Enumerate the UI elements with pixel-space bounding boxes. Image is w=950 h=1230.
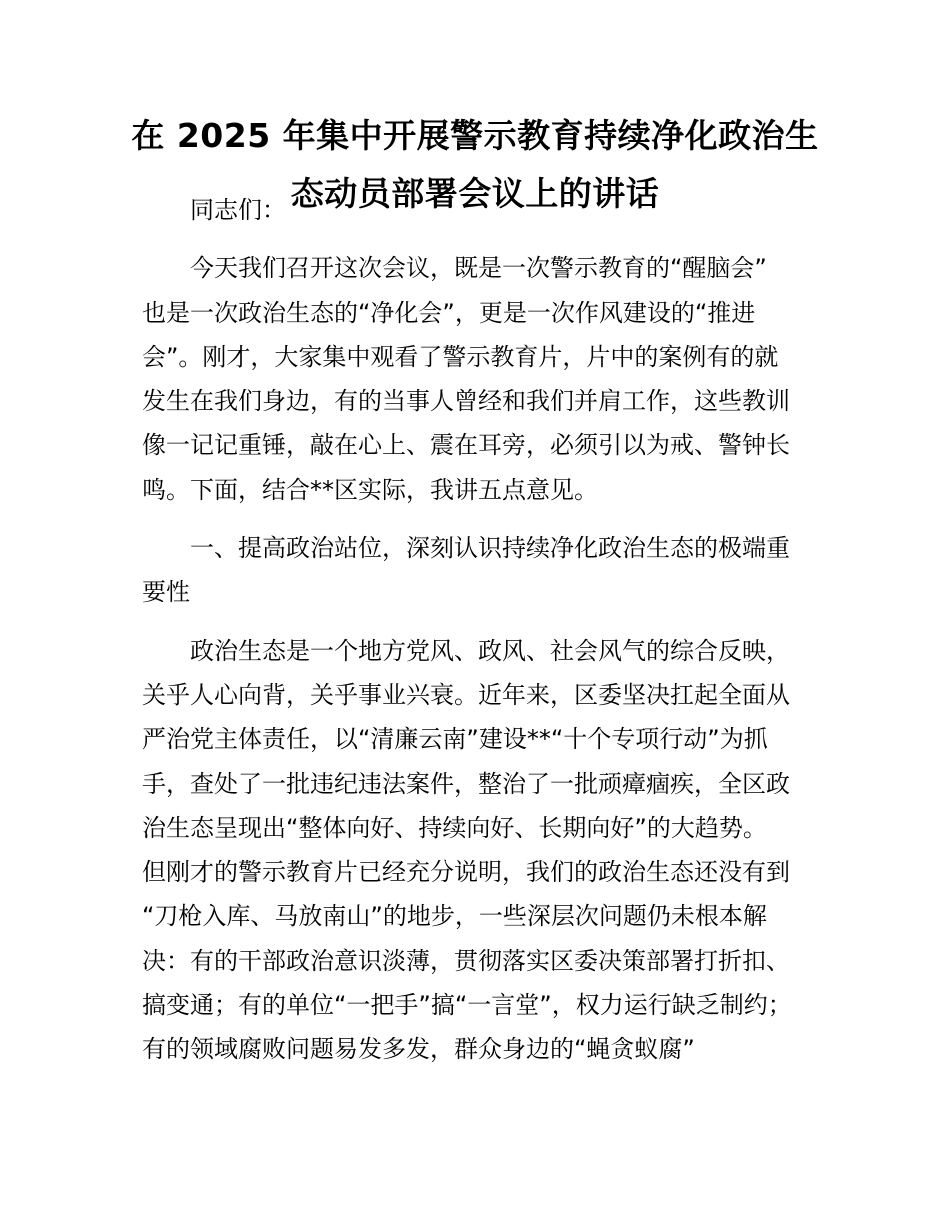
heading-line: 一、提高政治站位，深刻认识持续净化政治生态的极端重 <box>190 534 790 563</box>
salutation <box>142 188 822 232</box>
paragraph-line: 有的领域腐败问题易发多发，群众身边的“蝇贪蚁腐” <box>142 1035 695 1064</box>
paragraph-line: 治生态呈现出“整体向好、持续向好、长期向好”的大趋势。 <box>142 813 767 842</box>
title-line: 在 2025 年集中开展警示教育持续净化政治生 <box>131 116 819 155</box>
heading-line: 要性 <box>142 578 190 607</box>
paragraph-line: 会”。刚才，大家集中观看了警示教育片，片中的案例有的就 <box>142 342 779 371</box>
title-line: 态动员部署会议上的讲话 <box>290 174 660 213</box>
paragraph-line: 发生在我们身边，有的当事人曾经和我们并肩工作，这些教训 <box>142 387 790 416</box>
document-body <box>142 188 822 1072</box>
paragraph-line: 但刚才的警示教育片已经充分说明，我们的政治生态还没有到 <box>142 858 790 887</box>
paragraph-line: 关乎人心向背，关乎事业兴衰。近年来，区委坚决扛起全面从 <box>142 680 790 709</box>
paragraph-line: 搞变通；有的单位“一把手”搞“一言堂”，权力运行缺乏制约； <box>142 991 792 1020</box>
section-heading-1 <box>142 526 822 615</box>
paragraph-line: 政治生态是一个地方党风、政风、社会风气的综合反映， <box>190 636 790 665</box>
paragraph-line: 手，查处了一批违纪违法案件，整治了一批顽瘴痼疾，全区政 <box>142 769 790 798</box>
paragraph-line: 严治党主体责任，以“清廉云南”建设**“十个专项行动”为抓 <box>142 725 768 754</box>
paragraph-line: “刀枪入库、马放南山”的地步，一些深层次问题仍未根本解 <box>142 902 767 931</box>
paragraph-opening <box>142 246 822 512</box>
paragraph-line: 今天我们召开这次会议，既是一次警示教育的“醒脑会” <box>190 254 767 283</box>
salutation-text: 同志们： <box>190 196 286 224</box>
paragraph-line: 鸣。下面，结合**区实际，我讲五点意见。 <box>142 475 598 504</box>
paragraph-political-ecology <box>142 629 822 1072</box>
paragraph-line: 也是一次政治生态的“净化会”，更是一次作风建设的“推进 <box>142 298 756 327</box>
paragraph-line: 像一记记重锤，敲在心上、震在耳旁，必须引以为戒、警钟长 <box>142 431 790 460</box>
paragraph-line: 决：有的干部政治意识淡薄，贯彻落实区委决策部署打折扣、 <box>142 946 790 975</box>
